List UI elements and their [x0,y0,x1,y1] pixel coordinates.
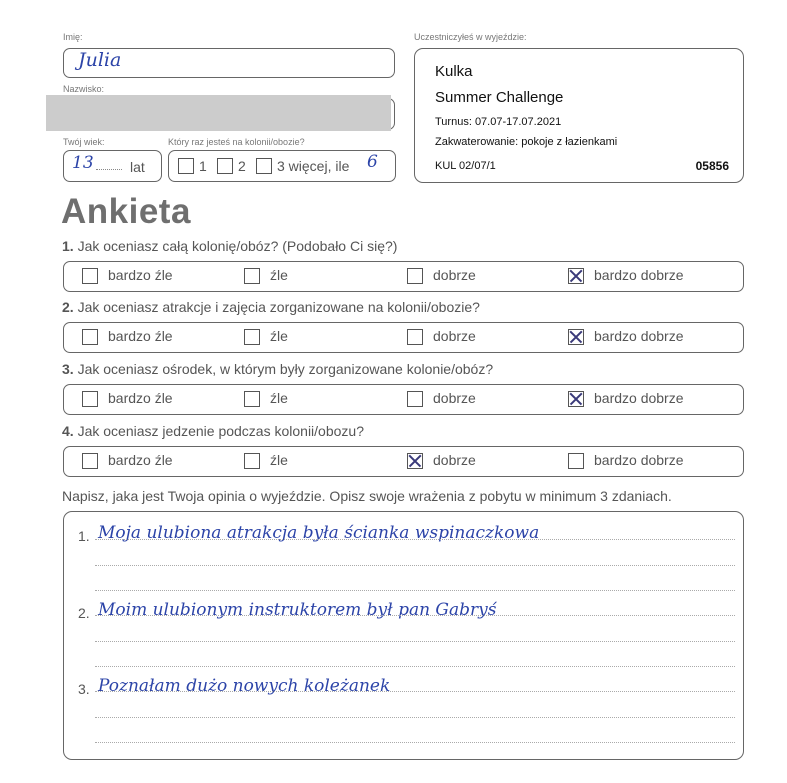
question-label: Jak oceniasz całą kolonię/obóz? (Podobało Ci się?) [77,238,398,254]
writing-line [95,666,735,667]
question-1-checkbox-2[interactable] [244,268,260,284]
opinion-number-1: 1. [78,528,90,544]
question-3-checkbox-3[interactable] [407,391,423,407]
opinion-sentence-2: Moim ulubionym instruktorem był pan Gabryś [98,600,497,620]
opinion-number-2: 2. [78,605,90,621]
redaction-block [46,95,391,131]
trip-turnus: Turnus: 07.07-17.07.2021 [435,116,562,128]
writing-line [95,590,735,591]
question-4-option-label: dobrze [433,452,476,468]
age-field[interactable] [63,150,162,182]
question-4-option-label: bardzo dobrze [594,452,684,468]
times-value: 6 [367,152,378,172]
times-field[interactable] [168,150,396,182]
question-label: Jak oceniasz jedzenie podczas kolonii/obozu? [77,423,364,439]
question-3-option-label: źle [270,390,288,406]
question-2-option-label: źle [270,328,288,344]
question-4-checkbox-2[interactable] [244,453,260,469]
question-1-option-label: bardzo źle [108,267,173,283]
trip-name-1: Kulka [435,63,473,80]
times-label: Który raz jesteś na kolonii/obozie? [168,137,305,147]
question-1-option-label: źle [270,267,288,283]
times-checkbox-2[interactable] [217,158,233,174]
writing-line [95,565,735,566]
opinion-number-3: 3. [78,681,90,697]
question-4-checkbox-4[interactable] [568,453,584,469]
trip-box [414,48,744,183]
opinion-sentence-3: Poznałam dużo nowych koleżanek [98,676,391,696]
page-title: Ankieta [61,192,191,231]
question-3-checkbox-1[interactable] [82,391,98,407]
times-option-1: 1 [199,158,207,174]
question-2-text [62,299,480,315]
trip-name-2: Summer Challenge [435,89,564,106]
trip-accommodation: Zakwaterowanie: pokoje z łazienkami [435,136,618,148]
writing-line [95,691,735,692]
first-name-value: Julia [78,49,122,71]
opinion-sentence-1: Moja ulubiona atrakcja była ścianka wspinaczkowa [98,523,540,543]
question-1-option-label: bardzo dobrze [594,267,684,283]
age-label: Twój wiek: [63,137,105,147]
trip-code: KUL 02/07/1 [435,160,496,172]
trip-number: 05856 [695,159,729,173]
question-4-checkbox-1[interactable] [82,453,98,469]
question-2-option-label: bardzo dobrze [594,328,684,344]
question-2-checkbox-3[interactable] [407,329,423,345]
question-4-text [62,423,364,439]
question-2-checkbox-4[interactable] [568,329,584,345]
question-3-checkbox-4[interactable] [568,391,584,407]
question-label: Jak oceniasz atrakcje i zajęcia zorganizowane na kolonii/obozie? [77,299,480,315]
question-3-option-label: dobrze [433,390,476,406]
question-1-text [62,238,397,254]
question-2-option-label: bardzo źle [108,328,173,344]
question-3-checkbox-2[interactable] [244,391,260,407]
writing-line [95,717,735,718]
age-unit: lat [130,159,145,175]
question-1-checkbox-3[interactable] [407,268,423,284]
question-number: 1. [62,238,74,254]
question-number: 4. [62,423,74,439]
question-1-option-label: dobrze [433,267,476,283]
question-4-checkbox-3[interactable] [407,453,423,469]
question-4-option-label: źle [270,452,288,468]
question-2-checkbox-1[interactable] [82,329,98,345]
question-number: 2. [62,299,74,315]
question-3-option-label: bardzo dobrze [594,390,684,406]
writing-line [95,641,735,642]
question-1-checkbox-4[interactable] [568,268,584,284]
trip-label: Uczestniczyłeś w wyjeździe: [414,32,527,42]
times-checkbox-1[interactable] [178,158,194,174]
times-option-3: 3 więcej, ile [277,158,350,174]
times-option-2: 2 [238,158,246,174]
opinion-prompt: Napisz, jaka jest Twoja opinia o wyjeździe. Opisz swoje wrażenia z pobytu w minimum 3 zdaniach. [62,488,672,504]
opinion-box[interactable] [63,511,744,760]
age-dotted-line [96,169,122,170]
question-number: 3. [62,361,74,377]
writing-line [95,742,735,743]
question-3-option-label: bardzo źle [108,390,173,406]
question-label: Jak oceniasz ośrodek, w którym były zorganizowane kolonie/obóz? [77,361,494,377]
writing-line [95,539,735,540]
first-name-label: Imię: [63,32,83,42]
question-1-checkbox-1[interactable] [82,268,98,284]
writing-line [95,615,735,616]
last-name-label: Nazwisko: [63,84,105,94]
first-name-field[interactable] [63,48,395,78]
age-value: 13 [72,153,94,173]
question-4-option-label: bardzo źle [108,452,173,468]
question-2-option-label: dobrze [433,328,476,344]
times-checkbox-3[interactable] [256,158,272,174]
question-3-text [62,361,493,377]
question-2-checkbox-2[interactable] [244,329,260,345]
